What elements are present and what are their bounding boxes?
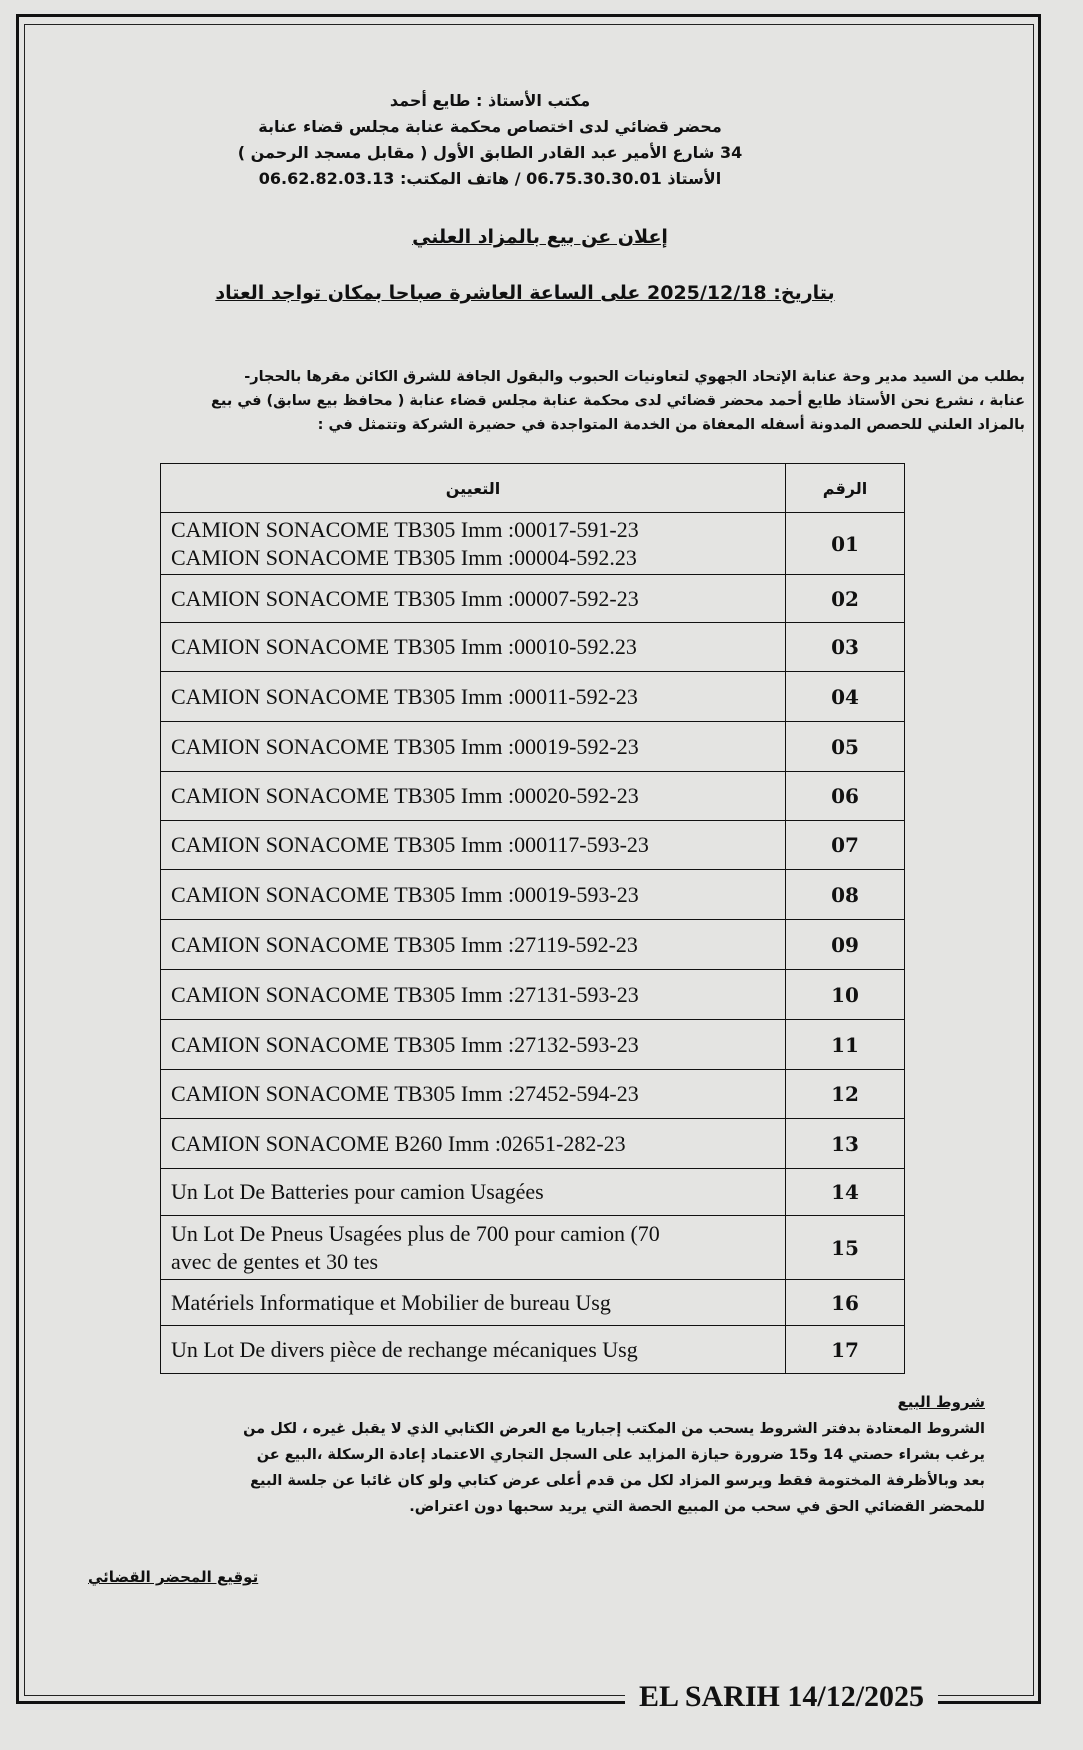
lot-number: 15 [786,1216,905,1280]
table-header-row [161,464,905,513]
lot-description-line: CAMION SONACOME TB305 Imm :00020-592-23 [171,783,639,808]
office-address: 34 شارع الأمير عبد القادر الطابق الأول ( مقابل مسجد الرحمن ) [237,143,743,162]
table-row [161,623,905,672]
table-row [161,672,905,722]
lot-description [161,575,786,623]
office-header [180,88,800,192]
lot-description-line: CAMION SONACOME TB305 Imm :00004-592.23 [171,544,637,570]
lot-description-line: CAMION SONACOME TB305 Imm :00011-592-23 [171,683,638,709]
lot-description [161,920,786,970]
newspaper-footer: EL SARIH 14/12/2025 [625,1680,938,1714]
signature-label: توقيع المحضر القضائي [88,1568,259,1586]
office-name: مكتب الأستاذ : طايع أحمد [389,91,591,110]
lot-description [161,772,786,821]
header-desc: التعيين [161,464,786,513]
lot-number: 04 [786,672,905,722]
lot-number: 16 [786,1280,905,1326]
lot-description [161,1070,786,1119]
intro-line: بالمزاد العلني للحصص المدونة أسفله المعفاة من الخدمة المتواجدة في حضيرة الشركة وتتمثل في : [317,417,1025,433]
lot-number: 17 [786,1326,905,1374]
lot-number: 10 [786,970,905,1020]
table-row [161,870,905,920]
table-row [161,1216,905,1280]
lot-number: 08 [786,870,905,920]
lot-description-line: CAMION SONACOME TB305 Imm :00019-592-23 [171,733,639,759]
condition-line: يرغب بشراء حصتي 14 و15 ضرورة حيازة المزايد على السجل التجاري الاعتماد إعادة الرسكلة ،البيع عن [256,1447,985,1463]
lot-description [161,1280,786,1326]
condition-line: بعد وبالأظرفة المختومة فقط ويرسو المزاد لكل من قدم أعلى عرض كتابي ولو كان غائبا عن جلسة البيع [250,1473,985,1489]
table-row [161,821,905,870]
lot-description-line: CAMION SONACOME TB305 Imm :27132-593-23 [171,1031,639,1057]
lot-description-line: CAMION SONACOME B260 Imm :02651-282-23 [171,1130,626,1156]
condition-line: الشروط المعتادة بدفتر الشروط يسحب من المكتب إجباريا مع العرض الكتابي الذي لا يقبل غيره ، لكل من [243,1421,985,1437]
office-role: محضر قضائي لدى اختصاص محكمة عنابة مجلس قضاء عنابة [258,117,722,136]
lot-description-line: CAMION SONACOME TB305 Imm :27452-594-23 [171,1081,639,1106]
lot-description-line: avec de gentes et 30 tes [171,1248,379,1274]
table-row [161,772,905,821]
lot-description-line: Matériels Informatique et Mobilier de bureau Usg [171,1289,611,1315]
office-phones: الأستاذ 06.75.30.30.01 / هاتف المكتب: 06.62.82.03.13 [258,169,722,188]
lot-description [161,1216,786,1280]
lot-description-line: Un Lot De divers pièce de rechange mécaniques Usg [171,1336,638,1362]
lot-number: 07 [786,821,905,870]
lots-table [160,463,905,1374]
table-row [161,575,905,623]
lot-number: 05 [786,722,905,772]
lot-description-line: CAMION SONACOME TB305 Imm :00017-591-23 [171,516,639,542]
conditions-text [135,1416,985,1520]
lot-number: 06 [786,772,905,821]
lot-description-line: Un Lot De Pneus Usagées plus de 700 pour camion (70 [171,1220,660,1246]
lot-number: 09 [786,920,905,970]
lot-description [161,821,786,870]
table-row [161,1169,905,1216]
lot-description-line: Un Lot De Batteries pour camion Usagées [171,1179,544,1204]
lot-description [161,970,786,1020]
intro-line: بطلب من السيد مدير وحة عنابة الإتحاد الجهوي لتعاونيات الحبوب والبقول الجافة للشرق الكائن مقرها بالحجار- [244,369,1025,385]
lot-description-line: CAMION SONACOME TB305 Imm :00007-592-23 [171,585,639,611]
table-row [161,1020,905,1070]
lot-number: 11 [786,1020,905,1070]
lot-description-line: CAMION SONACOME TB305 Imm :000117-593-23 [171,832,649,857]
lot-description [161,1020,786,1070]
lot-description [161,623,786,672]
table-row [161,970,905,1020]
lot-number: 03 [786,623,905,672]
lot-number: 01 [786,513,905,575]
conditions-title: شروط البيع [897,1393,985,1411]
table-row [161,513,905,575]
lot-description [161,722,786,772]
table-row [161,1326,905,1374]
lot-description [161,672,786,722]
lot-description-line: CAMION SONACOME TB305 Imm :27119-592-23 [171,931,638,957]
auction-date-line: بتاريخ: 2025/12/18 على الساعة العاشرة صباحا بمكان تواجد العتاد [215,282,835,304]
intro-line: عنابة ، نشرع نحن الأستاذ طايع أحمد محضر قضائي لدى محكمة عنابة مجلس قضاء عنابة ( محافظ بيع سابق) في بيع [211,393,1025,409]
lot-number: 14 [786,1169,905,1216]
intro-paragraph [60,365,1025,437]
lot-description [161,1119,786,1169]
table-row [161,722,905,772]
lot-number: 13 [786,1119,905,1169]
table-row [161,1119,905,1169]
table-row [161,1280,905,1326]
header-num: الرقم [786,464,905,513]
lot-number: 12 [786,1070,905,1119]
lot-description [161,1326,786,1374]
lot-description-line: CAMION SONACOME TB305 Imm :00019-593-23 [171,881,639,907]
lot-description [161,1169,786,1216]
lot-description [161,513,786,575]
lot-number: 02 [786,575,905,623]
table-row [161,920,905,970]
lot-description-line: CAMION SONACOME TB305 Imm :00010-592.23 [171,634,637,659]
lot-description [161,870,786,920]
announcement-title: إعلان عن بيع بالمزاد العلني [412,226,668,248]
table-row [161,1070,905,1119]
condition-line: للمحضر القضائي الحق في سحب من المبيع الحصة التي يريد سحبها دون اعتراض. [409,1499,985,1515]
lot-description-line: CAMION SONACOME TB305 Imm :27131-593-23 [171,981,639,1007]
